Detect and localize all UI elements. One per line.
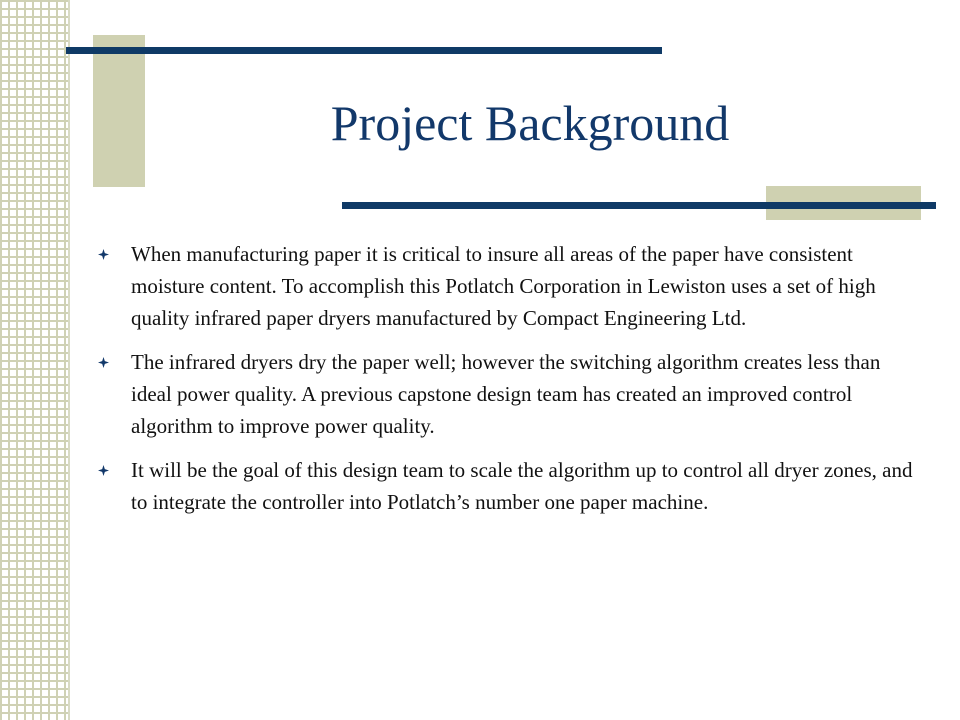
four-point-star-icon [98,249,109,260]
bullet-text: It will be the goal of this design team to scale the algorithm up to control all dryer zones, and to integrate the controller into Potlatch’s number one paper machine. [131,458,913,514]
title-accent-bar-bottom [342,202,936,209]
four-point-star-icon [98,465,109,476]
bullet-item [94,346,924,442]
bullet-text: When manufacturing paper it is critical to insure all areas of the paper have consistent moisture content. To accomplish this Potlatch Corporation in Lewiston uses a set of high quality infrared paper dryers manufactured by Compact Engineering Ltd. [131,242,876,330]
bullet-text: The infrared dryers dry the paper well; however the switching algorithm creates less than ideal power quality. A previous capstone design team has created an improved control algorithm to improve power quality. [131,350,881,438]
four-point-star-icon [98,357,109,368]
bullet-list [94,238,924,530]
bullet-item [94,454,924,518]
left-striped-border [0,0,70,720]
title-accent-block-top [93,35,145,187]
title-accent-bar-top [66,47,662,54]
slide-title: Project Background [330,95,730,151]
bullet-item [94,238,924,334]
